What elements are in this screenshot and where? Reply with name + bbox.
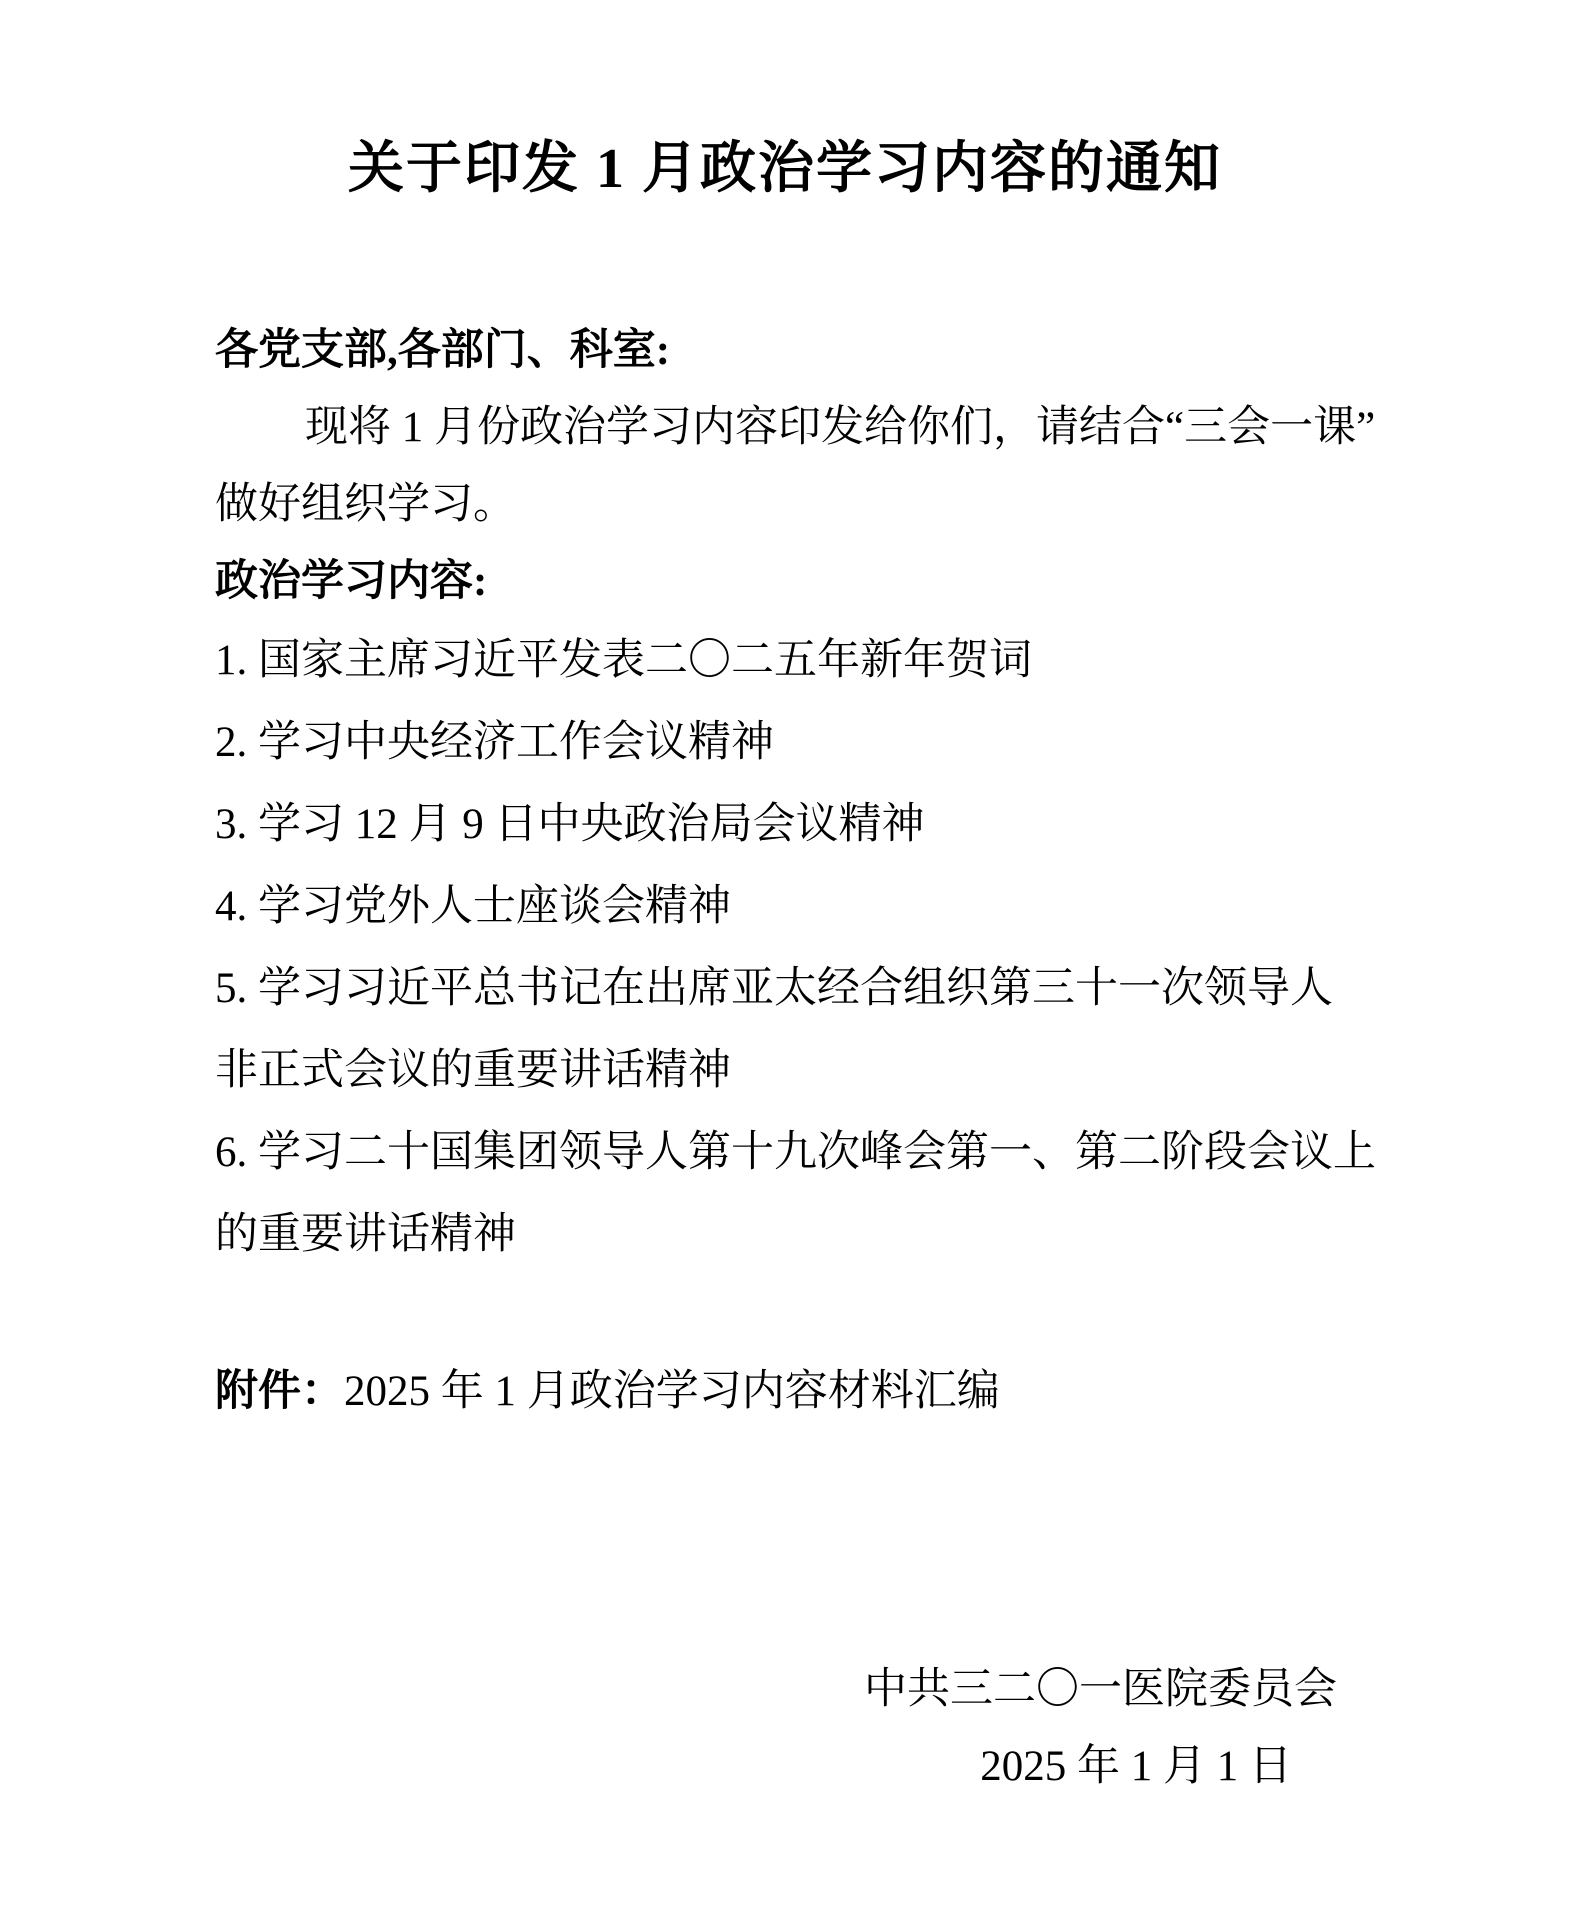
study-list-line: 的重要讲话精神 xyxy=(215,1211,516,1258)
signature-organization: 中共三二〇一医院委员会 xyxy=(864,1666,1337,1713)
signature-date: 2025 年 1 月 1 日 xyxy=(980,1743,1292,1790)
paragraph-line: 现将 1 月份政治学习内容印发给你们，请结合“三会一课” xyxy=(305,404,1376,451)
attachment-line xyxy=(215,1353,1355,1430)
paragraph-line: 做好组织学习。 xyxy=(215,481,516,528)
attachment-label: 附件： xyxy=(215,1368,344,1415)
study-list-line: 非正式会议的重要讲话精神 xyxy=(215,1047,731,1094)
study-list-line: 1. 国家主席习近平发表二〇二五年新年贺词 xyxy=(215,637,1032,684)
section-heading: 政治学习内容: xyxy=(215,558,488,605)
study-list-line: 5. 学习习近平总书记在出席亚太经合组织第三十一次领导人 xyxy=(215,965,1333,1012)
study-list-line: 2. 学习中央经济工作会议精神 xyxy=(215,719,774,766)
signature-block xyxy=(215,1651,1355,1805)
study-list xyxy=(215,620,1376,1276)
attachment-text: 2025 年 1 月政治学习内容材料汇编 xyxy=(344,1368,1000,1415)
study-list-line: 3. 学习 12 月 9 日中央政治局会议精神 xyxy=(215,801,925,848)
salutation-line: 各党支部,各部门、科室: xyxy=(215,327,671,374)
study-list-line: 4. 学习党外人士座谈会精神 xyxy=(215,883,731,930)
study-list-line: 6. 学习二十国集团领导人第十九次峰会第一、第二阶段会议上 xyxy=(215,1129,1376,1176)
page-title: 关于印发 1 月政治学习内容的通知 xyxy=(348,138,1222,200)
document-content xyxy=(215,0,1376,1805)
